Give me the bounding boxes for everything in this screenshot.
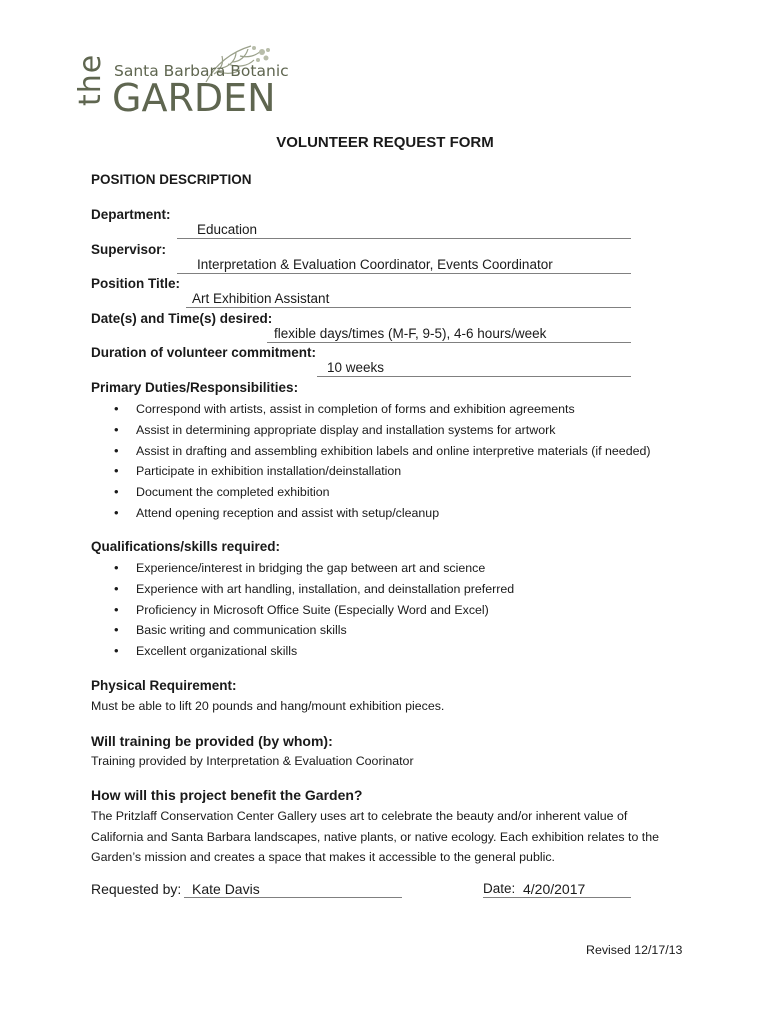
supervisor-row [91, 242, 636, 272]
qualifications-list [91, 558, 514, 662]
supervisor-field[interactable] [177, 257, 631, 274]
position-title-value: Art Exhibition Assistant [192, 291, 330, 306]
requested-by-value: Kate Davis [192, 881, 260, 897]
benefit-paragraph [91, 806, 711, 868]
department-field[interactable] [177, 222, 631, 239]
benefit-heading: How will this project benefit the Garden? [91, 787, 363, 803]
list-item: • Assist in determining appropriate display and installation systems for artwork [91, 420, 651, 441]
training-heading: Will training be provided (by whom): [91, 733, 333, 749]
date-row [483, 881, 633, 899]
duration-row [91, 345, 636, 375]
dates-times-label: Date(s) and Time(s) desired: [91, 311, 273, 326]
dates-times-field[interactable] [267, 326, 631, 343]
dates-times-value: flexible days/times (M-F, 9-5), 4-6 hours/week [274, 326, 547, 341]
requested-by-label: Requested by: [91, 881, 182, 897]
physical-text: Must be able to lift 20 pounds and hang/mount exhibition pieces. [91, 699, 445, 713]
list-item: • Assist in drafting and assembling exhibition labels and online interpretive materials (if needed) [91, 441, 651, 462]
physical-heading: Physical Requirement: [91, 678, 237, 693]
duration-value: 10 weeks [327, 360, 385, 375]
list-item: • Participate in exhibition installation/deinstallation [91, 461, 651, 482]
logo-big-line: GARDEN [112, 76, 276, 120]
list-item: • Experience/interest in bridging the gap between art and science [91, 558, 514, 579]
requested-by-row [91, 881, 411, 899]
list-item: • Document the completed exhibition [91, 482, 651, 503]
department-value: Education [197, 222, 258, 237]
dates-times-row [91, 311, 636, 341]
revised-note: Revised 12/17/13 [586, 943, 683, 957]
department-row [91, 207, 636, 237]
benefit-line: California and Santa Barbara landscapes, native plants, or native ecology. Each exhibition relates to the [91, 829, 660, 844]
form-title: VOLUNTEER REQUEST FORM [276, 134, 494, 151]
benefit-line: Garden’s mission and creates a space that makes it accessible to the general public. [91, 850, 555, 864]
training-text: Training provided by Interpretation & Evaluation Coorinator [91, 754, 414, 768]
date-value: 4/20/2017 [523, 881, 586, 897]
list-item: • Proficiency in Microsoft Office Suite (Especially Word and Excel) [91, 600, 514, 621]
supervisor-value: Interpretation & Evaluation Coordinator, Events Coordinator [197, 257, 553, 272]
position-title-label: Position Title: [91, 276, 181, 291]
date-field[interactable] [483, 881, 631, 898]
duties-heading: Primary Duties/Responsibilities: [91, 380, 299, 395]
list-item: • Correspond with artists, assist in completion of forms and exhibition agreements [91, 399, 651, 420]
logo-top-line: Santa Barbara Botanic [114, 62, 289, 80]
duration-field[interactable] [317, 360, 631, 377]
logo-the-text: the [73, 53, 108, 106]
date-label: Date: [483, 881, 516, 896]
duration-label: Duration of volunteer commitment: [91, 345, 317, 360]
requested-by-field[interactable] [184, 881, 402, 898]
benefit-line: The Pritzlaff Conservation Center Gallery uses art to celebrate the beauty and/or inherent value of [91, 809, 628, 823]
list-item: • Excellent organizational skills [91, 641, 514, 662]
list-item: • Experience with art handling, installation, and deinstallation preferred [91, 579, 514, 600]
duties-list [91, 399, 651, 524]
list-item: • Attend opening reception and assist with setup/cleanup [91, 503, 651, 524]
garden-logo [73, 44, 289, 122]
department-label: Department: [91, 207, 171, 222]
qualifications-heading: Qualifications/skills required: [91, 539, 281, 554]
position-title-row [91, 276, 636, 306]
supervisor-label: Supervisor: [91, 242, 167, 257]
position-title-field[interactable] [186, 291, 631, 308]
position-description-heading: POSITION DESCRIPTION [91, 172, 252, 187]
list-item: • Basic writing and communication skills [91, 620, 514, 641]
